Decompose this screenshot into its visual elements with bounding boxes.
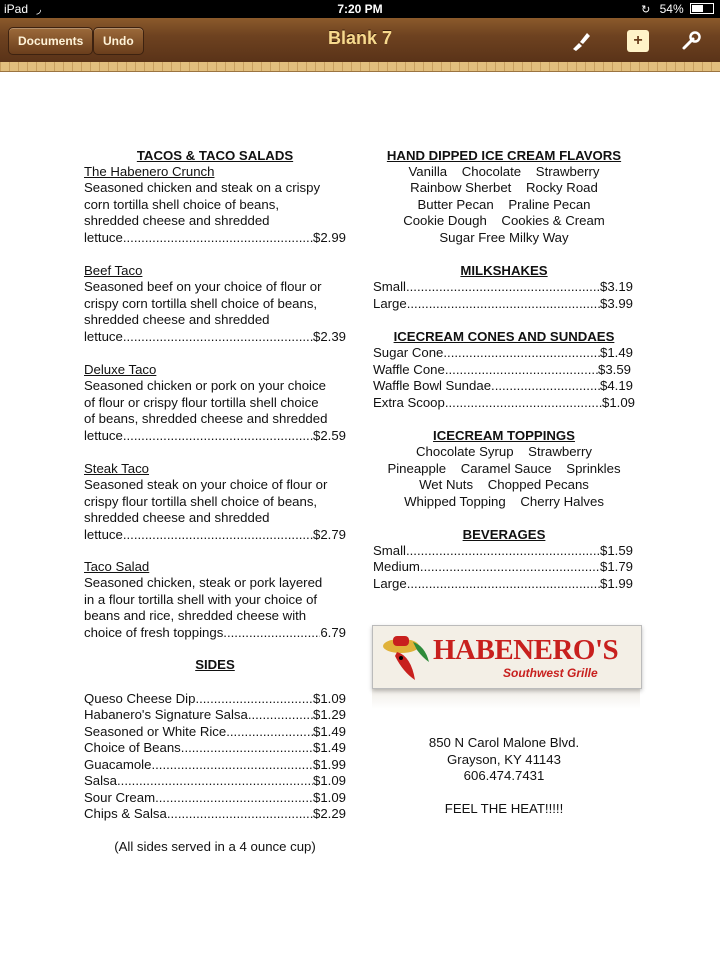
battery-fill (692, 5, 703, 12)
phone-number: 606.474.7431 (463, 768, 545, 783)
menu-item-last: lettuce (84, 527, 123, 542)
menu-item-last: lettuce (84, 329, 123, 344)
menu-item-desc: shredded cheese and shredded (84, 213, 270, 228)
side-row: Choice of Beans ..... $1.49 (84, 740, 346, 756)
menu-item-desc: Seasoned steak on your choice of flour or (84, 477, 328, 492)
beverage-row: Medium ..... $1.79 (373, 559, 633, 575)
menu-item-price: $2.79 (312, 527, 346, 542)
menu-item-price-row (84, 329, 346, 345)
menu-item-name: Steak Taco (84, 461, 150, 476)
menu-item-desc: of beans, shredded cheese and shredded (84, 411, 328, 426)
topping-line: Wet Nuts Chopped Pecans (419, 477, 589, 492)
cone-row: Waffle Bowl Sundae ..... $4.19 (373, 378, 633, 394)
flavor-line: Vanilla Chocolate Strawberry (408, 164, 600, 179)
menu-item-name: Beef Taco (84, 263, 143, 278)
side-row: Habanero's Signature Salsa ..... $1.29 (84, 707, 346, 723)
app-toolbar (0, 18, 720, 63)
menu-item-desc: Seasoned beef on your choice of flour or (84, 279, 322, 294)
sides-heading: SIDES (195, 657, 235, 672)
menu-item-name: The Habenero Crunch (84, 164, 215, 179)
paintbrush-icon[interactable] (570, 30, 592, 52)
menu-item-name: Taco Salad (84, 559, 150, 574)
menu-item-price-row (84, 625, 346, 641)
logo-tagline: Southwest Grille (503, 666, 598, 680)
status-bar (0, 0, 720, 18)
cone-row: Waffle Cone ..... $3.59 (373, 362, 631, 378)
cone-row: Sugar Cone ..... $1.49 (373, 345, 633, 361)
undo-button[interactable]: Undo (93, 27, 144, 55)
menu-item-desc: Seasoned chicken or pork on your choice (84, 378, 326, 393)
menu-item-price: $2.59 (312, 428, 346, 443)
menu-item-name: Deluxe Taco (84, 362, 157, 377)
orientation-lock-icon: ↻ (641, 4, 651, 16)
menu-item-desc: Seasoned chicken and steak on a crispy (84, 180, 321, 195)
menu-item-price: $2.99 (312, 230, 346, 245)
topping-line: Chocolate Syrup Strawberry (416, 444, 592, 459)
slogan: FEEL THE HEAT!!!!! (444, 801, 564, 816)
topping-line: Whipped Topping Cherry Halves (404, 494, 604, 509)
menu-item-desc: shredded cheese and shredded (84, 312, 270, 327)
address-line: 850 N Carol Malone Blvd. (428, 735, 580, 750)
flavor-line: Sugar Free Milky Way (439, 230, 569, 245)
tacos-heading: TACOS & TACO SALADS (136, 148, 294, 163)
menu-item-desc: shredded cheese and shredded (84, 510, 270, 525)
cones-heading: ICECREAM CONES AND SUNDAES (393, 329, 615, 344)
wrench-icon[interactable] (680, 30, 702, 52)
menu-item-desc: beans and rice, shredded cheese with (84, 608, 307, 623)
topping-line: Pineapple Caramel Sauce Sprinkles (387, 461, 621, 476)
menu-item-desc: corn tortilla shell choice of beans, (84, 197, 279, 212)
menu-item-price-row (84, 527, 346, 543)
chili-pepper-mascot-icon (381, 632, 433, 682)
document-title: Blank 7 (327, 28, 393, 48)
sides-note: (All sides served in a 4 ounce cup) (114, 839, 316, 854)
menu-item-desc: crispy corn tortilla shell choice of beans, (84, 296, 318, 311)
logo-name: HABENERO'S (433, 634, 619, 666)
menu-item-desc: crispy flour tortilla shell choice of beans, (84, 494, 318, 509)
menu-item-last: lettuce (84, 428, 123, 443)
milkshakes-heading: MILKSHAKES (460, 263, 548, 278)
milkshake-row: Small ..... $3.19 (373, 279, 633, 295)
toppings-heading: ICECREAM TOPPINGS (433, 428, 575, 443)
ruler (0, 62, 720, 72)
menu-item-price: $2.39 (312, 329, 346, 344)
side-row: Queso Cheese Dip ..... $1.09 (84, 691, 346, 707)
document-page[interactable] (0, 72, 720, 960)
flavor-line: Cookie Dough Cookies & Cream (403, 213, 605, 228)
beverages-heading: BEVERAGES (462, 527, 546, 542)
menu-item-last: choice of fresh toppings (84, 625, 224, 640)
menu-item-last: lettuce (84, 230, 123, 245)
restaurant-logo (372, 625, 642, 689)
menu-item-desc: in a flour tortilla shell with your choice of (84, 592, 318, 607)
side-row: Sour Cream ..... $1.09 (84, 790, 346, 806)
menu-item-price-row (84, 428, 346, 444)
address-line: Grayson, KY 41143 (447, 752, 561, 767)
flavor-line: Rainbow Sherbet Rocky Road (410, 180, 598, 195)
menu-item-desc: of flour or crispy flour tortilla shell choice (84, 395, 319, 410)
documents-button[interactable]: Documents (8, 27, 93, 55)
battery-icon (690, 3, 714, 14)
flavor-line: Butter Pecan Praline Pecan (417, 197, 591, 212)
status-right (641, 2, 714, 16)
menu-item-price-row (84, 230, 346, 246)
logo-reflection (372, 689, 640, 709)
milkshake-row: Large ..... $3.99 (373, 296, 633, 312)
device-label: iPad (4, 2, 29, 16)
side-row: Salsa ..... $1.09 (84, 773, 346, 789)
side-row: Seasoned or White Rice ..... $1.49 (84, 724, 346, 740)
insert-plus-icon[interactable]: + (627, 30, 649, 52)
side-row: Guacamole ..... $1.99 (84, 757, 346, 773)
side-row: Chips & Salsa ..... $2.29 (84, 806, 346, 822)
beverage-row: Large ..... $1.99 (373, 576, 633, 592)
cone-row: Extra Scoop ..... $1.09 (373, 395, 635, 411)
icecream-heading: HAND DIPPED ICE CREAM FLAVORS (386, 148, 622, 163)
menu-item-price: 6.79 (320, 625, 346, 640)
menu-item-desc: Seasoned chicken, steak or pork layered (84, 575, 323, 590)
battery-percent: 54% (659, 2, 684, 16)
status-time: 7:20 PM (337, 2, 383, 16)
beverage-row: Small ..... $1.59 (373, 543, 633, 559)
wifi-icon: ◞ (36, 2, 42, 16)
